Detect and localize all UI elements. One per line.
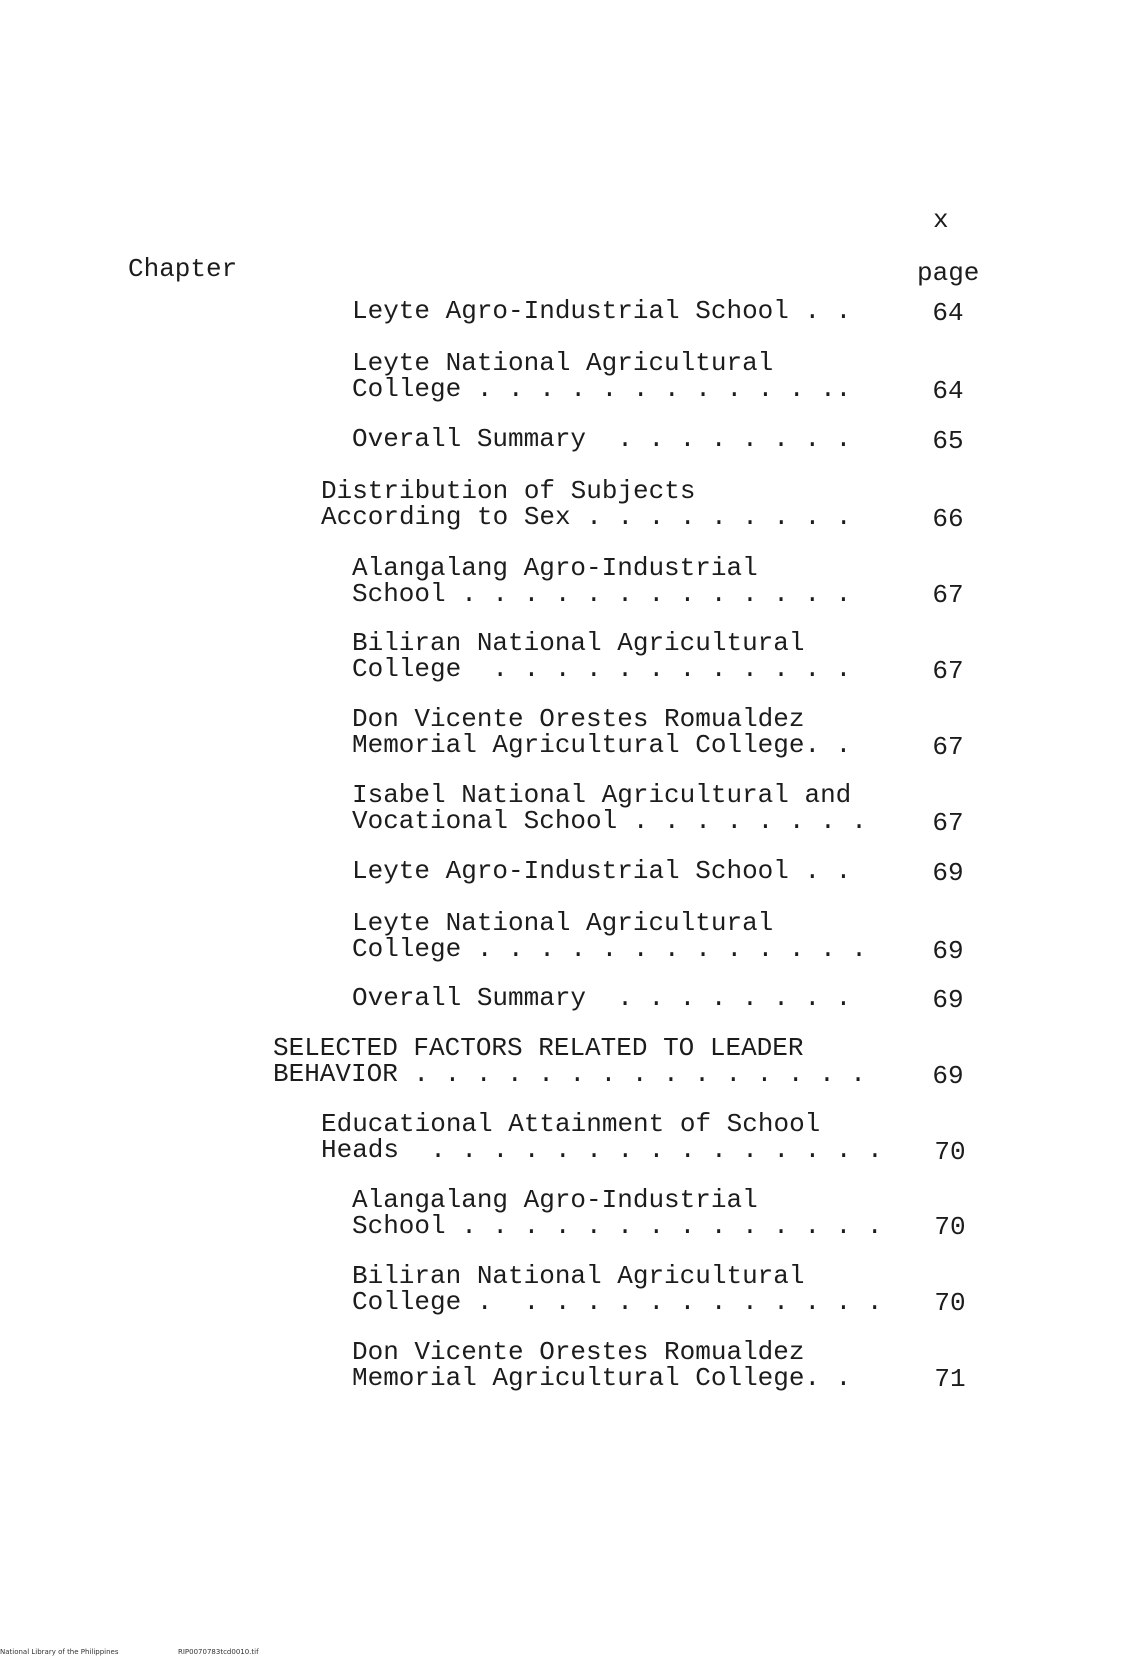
toc-entry-line: Heads . . . . . . . . . . . . . . . bbox=[321, 1135, 883, 1165]
toc-entry-page: 70 bbox=[934, 1212, 966, 1242]
toc-entry-page: 69 bbox=[932, 1061, 964, 1091]
toc-entry-line: School . . . . . . . . . . . . . . bbox=[352, 1211, 883, 1241]
toc-entry-page: 71 bbox=[934, 1364, 966, 1394]
footer-library-credit: National Library of the Philippines bbox=[0, 1648, 119, 1656]
toc-entry-line: Don Vicente Orestes Romualdez bbox=[352, 1337, 805, 1367]
toc-entry-line: College . . . . . . . . . . . . . bbox=[352, 1287, 883, 1317]
toc-entry-line: Overall Summary . . . . . . . . bbox=[352, 424, 852, 454]
toc-entry-page: 67 bbox=[932, 808, 964, 838]
toc-entry-line: According to Sex . . . . . . . . . bbox=[321, 502, 852, 532]
toc-entry bbox=[352, 630, 851, 682]
toc-entry-page: 66 bbox=[932, 504, 964, 534]
toc-entry bbox=[352, 985, 851, 1011]
toc-entry-page: 67 bbox=[932, 580, 964, 610]
chapter-column-label: Chapter bbox=[128, 254, 238, 284]
toc-entry-line: Don Vicente Orestes Romualdez bbox=[352, 704, 805, 734]
toc-entry-page: 64 bbox=[932, 298, 964, 328]
toc-entry bbox=[273, 1035, 866, 1087]
toc-entry bbox=[352, 426, 851, 452]
toc-entry bbox=[352, 298, 851, 324]
toc-entry-line: Biliran National Agricultural bbox=[352, 628, 805, 658]
toc-entry-line: Leyte Agro-Industrial School . . bbox=[352, 296, 852, 326]
toc-entry-line: Educational Attainment of School bbox=[321, 1109, 821, 1139]
toc-entry-page: 69 bbox=[932, 858, 964, 888]
toc-entry-line: Memorial Agricultural College. . bbox=[352, 1363, 852, 1393]
toc-entry-page: 67 bbox=[932, 732, 964, 762]
toc-entry-page: 65 bbox=[932, 426, 964, 456]
toc-entry-line: College . . . . . . . . . . . .. bbox=[352, 374, 852, 404]
toc-entry bbox=[352, 1263, 883, 1315]
toc-entry bbox=[352, 782, 867, 834]
toc-entry-line: Memorial Agricultural College. . bbox=[352, 730, 852, 760]
toc-entry-line: College . . . . . . . . . . . . bbox=[352, 654, 852, 684]
toc-entry-page: 69 bbox=[932, 936, 964, 966]
toc-entry-line: Biliran National Agricultural bbox=[352, 1261, 805, 1291]
toc-entry-page: 70 bbox=[934, 1288, 966, 1318]
toc-entry bbox=[321, 1111, 883, 1163]
toc-entry-line: Vocational School . . . . . . . . bbox=[352, 806, 867, 836]
toc-entry-line: Leyte National Agricultural bbox=[352, 348, 774, 378]
toc-entry bbox=[352, 858, 851, 884]
toc-entry-line: School . . . . . . . . . . . . . bbox=[352, 579, 852, 609]
toc-entry-line: Leyte National Agricultural bbox=[352, 908, 774, 938]
toc-entry bbox=[352, 1339, 851, 1391]
toc-entry bbox=[321, 478, 852, 530]
toc-entry-line: Leyte Agro-Industrial School . . bbox=[352, 856, 852, 886]
toc-entry bbox=[352, 555, 851, 607]
toc-entry bbox=[352, 1187, 883, 1239]
toc-entry-line: College . . . . . . . . . . . . . bbox=[352, 934, 867, 964]
toc-entry-page: 64 bbox=[932, 376, 964, 406]
page-column-label: page bbox=[917, 258, 980, 288]
toc-entry-line: BEHAVIOR . . . . . . . . . . . . . . . bbox=[273, 1059, 866, 1089]
toc-entry-line: Overall Summary . . . . . . . . bbox=[352, 983, 852, 1013]
toc-entry bbox=[352, 350, 851, 402]
toc-entry-line: Isabel National Agricultural and bbox=[352, 780, 852, 810]
footer-file-id: RIP0070783tcd0010.tif bbox=[178, 1648, 259, 1656]
toc-entry-page: 70 bbox=[934, 1137, 966, 1167]
toc-entry-line: Alangalang Agro-Industrial bbox=[352, 553, 758, 583]
toc-entry-page: 67 bbox=[932, 656, 964, 686]
toc-entry bbox=[352, 706, 851, 758]
toc-entry-line: Alangalang Agro-Industrial bbox=[352, 1185, 758, 1215]
toc-entry-line: SELECTED FACTORS RELATED TO LEADER bbox=[273, 1033, 804, 1063]
toc-entry-line: Distribution of Subjects bbox=[321, 476, 696, 506]
toc-entry-page: 69 bbox=[932, 985, 964, 1015]
toc-entry bbox=[352, 910, 867, 962]
roman-page-number: x bbox=[933, 205, 949, 235]
